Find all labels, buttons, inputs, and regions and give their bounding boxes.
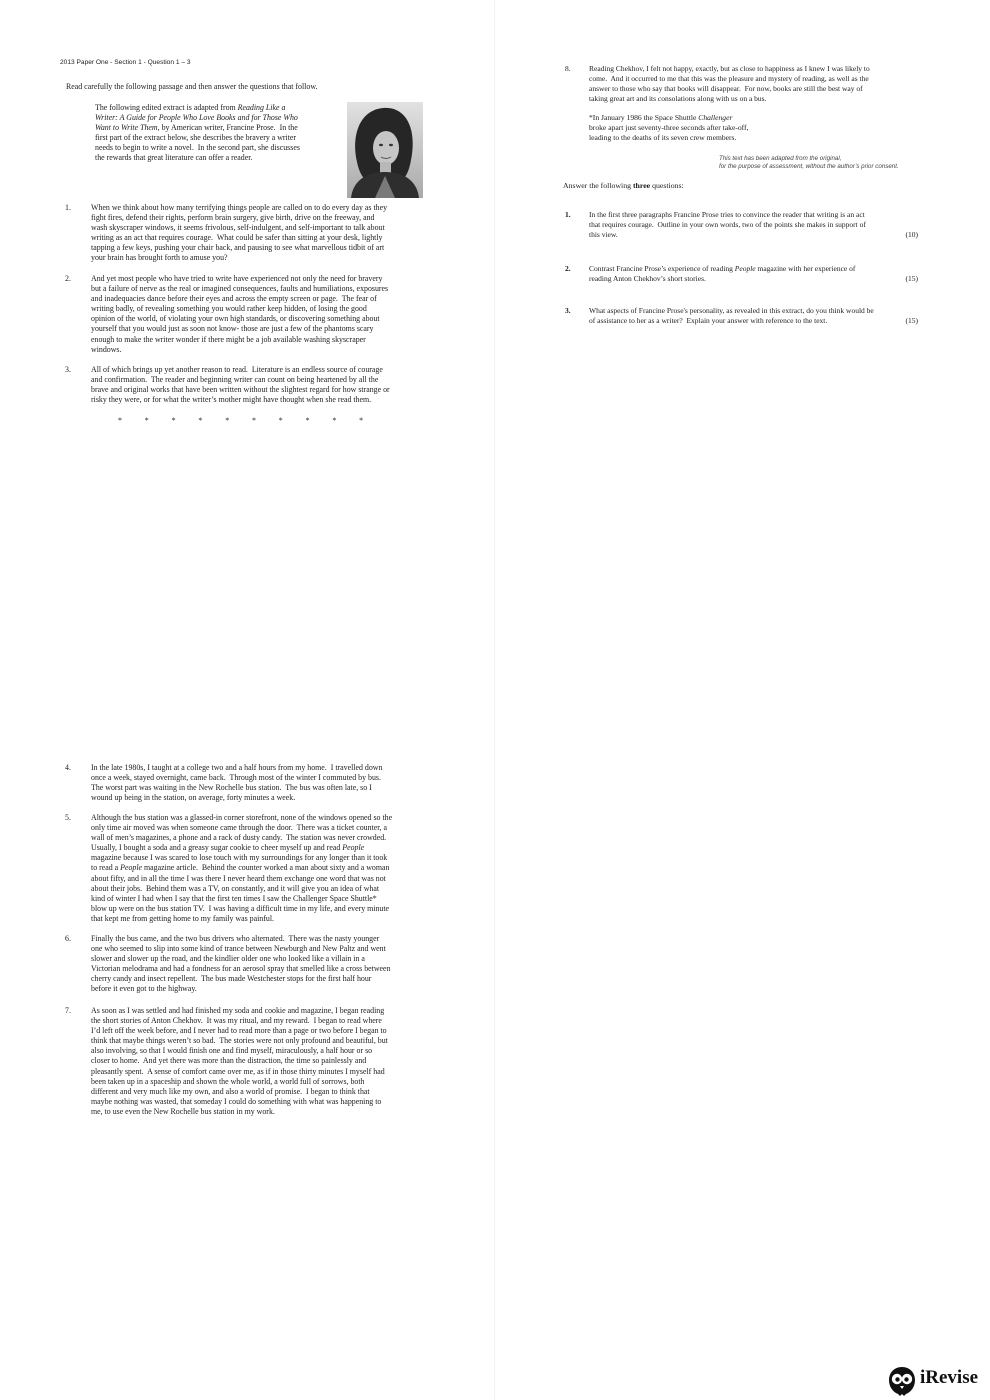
text-line: pleasantly spent. A sense of comfort came over me, as if in those thirty minutes I myself had	[91, 1066, 385, 1076]
text-line: magazine because I was scared to lose touch with my surroundings for any longer than it took	[91, 853, 388, 863]
separator-star: *	[251, 416, 256, 425]
intro-text	[95, 103, 300, 164]
italic-text: Want to Write Them,	[95, 123, 160, 133]
text-line: the short stories of Anton Chekhov. It was my ritual, and my reward. I began to read where	[91, 1016, 382, 1026]
paragraph-text	[91, 365, 390, 405]
text-line: Although the bus station was a glassed-in corner storefront, none of the windows opened so the	[91, 813, 393, 822]
text-run: magazine article. Behind the counter worked a man about sixty and a woman	[142, 863, 390, 873]
paragraph-number: 4.	[65, 763, 71, 772]
text-run: *In January 1986 the Space Shuttle	[589, 113, 699, 122]
text-line: and inadequacies dance before their eyes and across the empty screen or page. The fear of	[91, 294, 377, 304]
text-line: Victorian melodrama and had a fondness for an aerosol spray that smelled like a cross between	[91, 964, 391, 974]
italic-text: People	[120, 863, 143, 873]
bold-text: three	[632, 181, 651, 190]
paragraph-number: 7.	[65, 1006, 71, 1015]
text-line: blow up were on the bus station TV. I was having a difficult time in my life, and every minute	[91, 903, 390, 913]
text-line	[563, 181, 684, 191]
separator-star: *	[305, 416, 310, 425]
text-line: me, to use even the New Rochelle bus station in my work.	[91, 1106, 275, 1116]
paragraph-text	[91, 274, 388, 355]
text-line: about their jobs. Behind them was a TV, on constantly, and it will give you an idea of what	[91, 883, 380, 893]
separator-star: *	[118, 416, 122, 425]
text-line: once a week, stayed overnight, came back. Through most of the winter I commuted by bus.	[91, 773, 381, 783]
text-line: And yet most people who have tried to write have experienced not only the need for bravery	[91, 274, 383, 283]
text-line: reading Anton Chekhov’s short stories.	[589, 274, 706, 284]
text-line: opinion of the world, of violating your own high standards, or discovering something about	[91, 314, 380, 324]
text-line: this view.	[589, 230, 618, 240]
text-line: that requires courage. Outline in your own words, two of the points she makes in support of	[589, 220, 866, 230]
section-separator	[118, 416, 386, 425]
text-line: think that maybe things weren’t so bad. The stories were not only profound and beautiful, but	[91, 1036, 388, 1046]
author-photo	[347, 102, 423, 198]
text-line: been taken up in a spaceship and shown the whole world, a world full of sorrows, both	[91, 1076, 365, 1086]
text-line	[589, 264, 918, 274]
paragraph-number: 5.	[65, 813, 71, 822]
text-line: one who seemed to slip into some kind of trance between Newburgh and New Paltz and went	[91, 944, 386, 954]
text-run: Contrast Francine Prose’s experience of reading	[589, 264, 735, 273]
text-line	[95, 103, 300, 113]
text-line: When we think about how many terrifying things people are called on to do every day as they	[91, 203, 388, 212]
separator-star: *	[359, 416, 364, 425]
page-divider	[494, 0, 495, 1400]
question-marks: (10)	[905, 230, 918, 240]
text-line: risky they were, or for what the writer’s mother might have thought when she read them.	[91, 395, 372, 405]
text-line: before it even got to the highway.	[91, 984, 197, 994]
text-line: wash skyscraper windows, it seems frivolous, self-indulgent, and self-important to talk about	[91, 223, 385, 233]
text-line	[91, 843, 392, 853]
text-line: that kept me from getting home to my family was painful.	[91, 913, 274, 923]
brand-name: iRevise	[920, 1367, 979, 1388]
text-line: slower and slower up the road, and the kindlier older one who looked like a villain in a	[91, 954, 365, 964]
text-line: fight fires, defend their rights, perform brain surgery, give birth, drive on the freeway, and	[91, 213, 375, 223]
text-line	[91, 863, 392, 873]
text-line: tapping a few keys, pushing your chair back, and pausing to see what marvellous tidbit of art	[91, 243, 385, 253]
text-line: closer to home. And yet there was more than the distraction, the time so painlessly and	[91, 1056, 367, 1066]
footnote	[589, 113, 748, 143]
separator-star: *	[278, 416, 283, 425]
text-line: about fifty, and in all the time I was there I never heard them exchange one word that was not	[91, 873, 386, 883]
instruction-text: Read carefully the following passage and then answer the questions that follow.	[66, 82, 318, 91]
text-line: Finally the bus came, and the two bus drivers who alternated. There was the nasty younger	[91, 934, 380, 943]
text-line: but a failure of nerve as the real or imagined consequences, faults and humiliations, exposures	[91, 284, 389, 294]
text-line: enough to make the writer wonder if there might be a job available washing skyscraper	[91, 334, 366, 344]
question-number: 3.	[565, 306, 571, 315]
separator-star: *	[198, 416, 203, 425]
text-run: Usually, I bought a soda and a greasy sugar cookie to cheer myself up and read	[91, 843, 343, 853]
text-line: I’d left off the week before, and I never had to read more than a page or two before I began to	[91, 1026, 387, 1036]
text-run: Answer the following	[563, 181, 633, 190]
text-line: writing as an act that requires courage. What could be safer than sitting at your desk, lightly	[91, 233, 383, 243]
question-marks: (15)	[905, 316, 918, 326]
text-line: different and very much like my own, and also a world of promise. I began to think that	[91, 1086, 370, 1096]
text-line: leading to the deaths of its seven crew members.	[589, 133, 737, 142]
text-line: answer to those who say that books will disappear. For now, books are still the best way of	[589, 84, 863, 94]
paragraph-number: 1.	[65, 203, 71, 212]
paragraph-number: 3.	[65, 365, 71, 374]
owl-logo-icon	[888, 1365, 916, 1397]
italic-text: People	[734, 264, 756, 273]
text-line: broke apart just seventy-three seconds after take-off,	[589, 123, 749, 132]
separator-star: *	[144, 416, 149, 425]
text-line: brave and original works that have been written without the slightest regard for how strange or	[91, 385, 390, 395]
question-text	[589, 306, 918, 326]
text-line	[95, 113, 300, 123]
italic-text: Writer: A Guide for People Who Love Books and for Those Who	[95, 113, 298, 123]
question-marks: (15)	[905, 274, 918, 284]
text-line: In the late 1980s, I taught at a college two and a half hours from my home. I travelled down	[91, 763, 383, 772]
italic-text: Reading Like a	[237, 103, 286, 112]
text-line: needs to begin to write a novel. In the second part, she discusses	[95, 143, 300, 153]
text-line: come. And it occurred to me that this was the pleasure and mystery of reading, as well as the	[589, 74, 869, 84]
text-run: magazine with her experience of	[755, 264, 856, 273]
text-line: cherry candy and insect repellent. The bus made Westchester stops for the first half hour	[91, 974, 372, 984]
text-line: writing badly, of revealing something you would rather keep hidden, of losing the good	[91, 304, 367, 314]
paragraph-text	[91, 813, 392, 924]
question-3	[565, 306, 918, 326]
text-line: yourself that you would just as soon not know- those are just a few of the phantoms scary	[91, 324, 374, 334]
text-line	[95, 123, 300, 133]
separator-star: *	[332, 416, 337, 425]
text-line: This text has been adapted from the original,	[719, 155, 842, 162]
text-line: windows.	[91, 344, 122, 354]
separator-star: *	[171, 416, 176, 425]
text-run: by American writer, Francine Prose. In the	[159, 123, 298, 133]
paragraph-text	[91, 763, 382, 803]
paragraph-text	[589, 64, 870, 104]
paper-header: 2013 Paper One - Section 1 - Question 1 – 3	[60, 59, 191, 66]
questions-intro	[563, 181, 684, 191]
question-1	[565, 210, 918, 240]
text-line: The worst part was waiting in the New Rochelle bus station. The bus was often late, so I	[91, 783, 372, 793]
text-line: first part of the extract below, she describes the bravery a writer	[95, 133, 297, 143]
text-line: All of which brings up yet another reason to read. Literature is an endless source of courage	[91, 365, 383, 374]
text-run: The following edited extract is adapted from	[95, 103, 238, 112]
paragraph-text	[91, 203, 387, 264]
question-number: 2.	[565, 264, 571, 273]
question-text	[589, 264, 918, 284]
paragraph-number: 2.	[65, 274, 71, 283]
italic-text: People	[342, 843, 365, 853]
italic-text: Challenger	[698, 113, 733, 122]
text-line: kind of winter I had when I say that the first ten times I saw the Challenger Space Shuttle*	[91, 893, 377, 903]
text-line: maybe nothing was wasted, that someday I could do something with what was happening to	[91, 1096, 382, 1106]
text-line: the rewards that great literature can offer a reader.	[95, 153, 253, 163]
question-number: 1.	[565, 210, 571, 219]
paragraph-number: 6.	[65, 934, 71, 943]
text-line: taking great art and its consolations along with us on a bus.	[589, 94, 767, 104]
separator-star: *	[225, 416, 230, 425]
paragraph-text	[91, 934, 391, 995]
text-run: questions:	[650, 181, 684, 190]
text-line: In the first three paragraphs Francine Prose tries to convince the reader that writing is an act	[589, 210, 865, 219]
paragraph-text	[91, 1006, 388, 1117]
text-line: of assistance to her as a writer? Explain your answer with reference to the text.	[589, 316, 828, 326]
text-line: only time air moved was when someone came through the door. There was a ticket counter, a	[91, 823, 388, 833]
text-line: What aspects of Francine Prose's personality, as revealed in this extract, do you think would be	[589, 306, 874, 315]
text-line: wall of men’s magazines, a phone and a rack of dusty candy. The station was never crowded.	[91, 833, 387, 843]
text-line: wound up being in the station, on average, forty minutes a week.	[91, 793, 296, 803]
text-line: for the purpose of assessment, without the author’s prior consent.	[719, 163, 899, 171]
text-line: your brain has brought forth to amuse you?	[91, 253, 228, 263]
text-line: As soon as I was settled and had finished my soda and cookie and magazine, I began reading	[91, 1006, 385, 1015]
question-2	[565, 264, 918, 284]
text-run: to read a	[91, 863, 121, 873]
text-line: Reading Chekhov, I felt not happy, exactly, but as close to happiness as I knew I was likely to	[589, 64, 870, 73]
text-line: and confirmation. The reader and beginning writer can count on being heartened by all the	[91, 375, 379, 385]
text-line: also involving, so that I would finish one and find myself, miraculously, a half hour or so	[91, 1046, 373, 1056]
text-line	[589, 113, 748, 123]
paragraph-number: 8.	[565, 64, 571, 73]
question-text	[589, 210, 918, 240]
adaptation-note	[719, 155, 899, 171]
